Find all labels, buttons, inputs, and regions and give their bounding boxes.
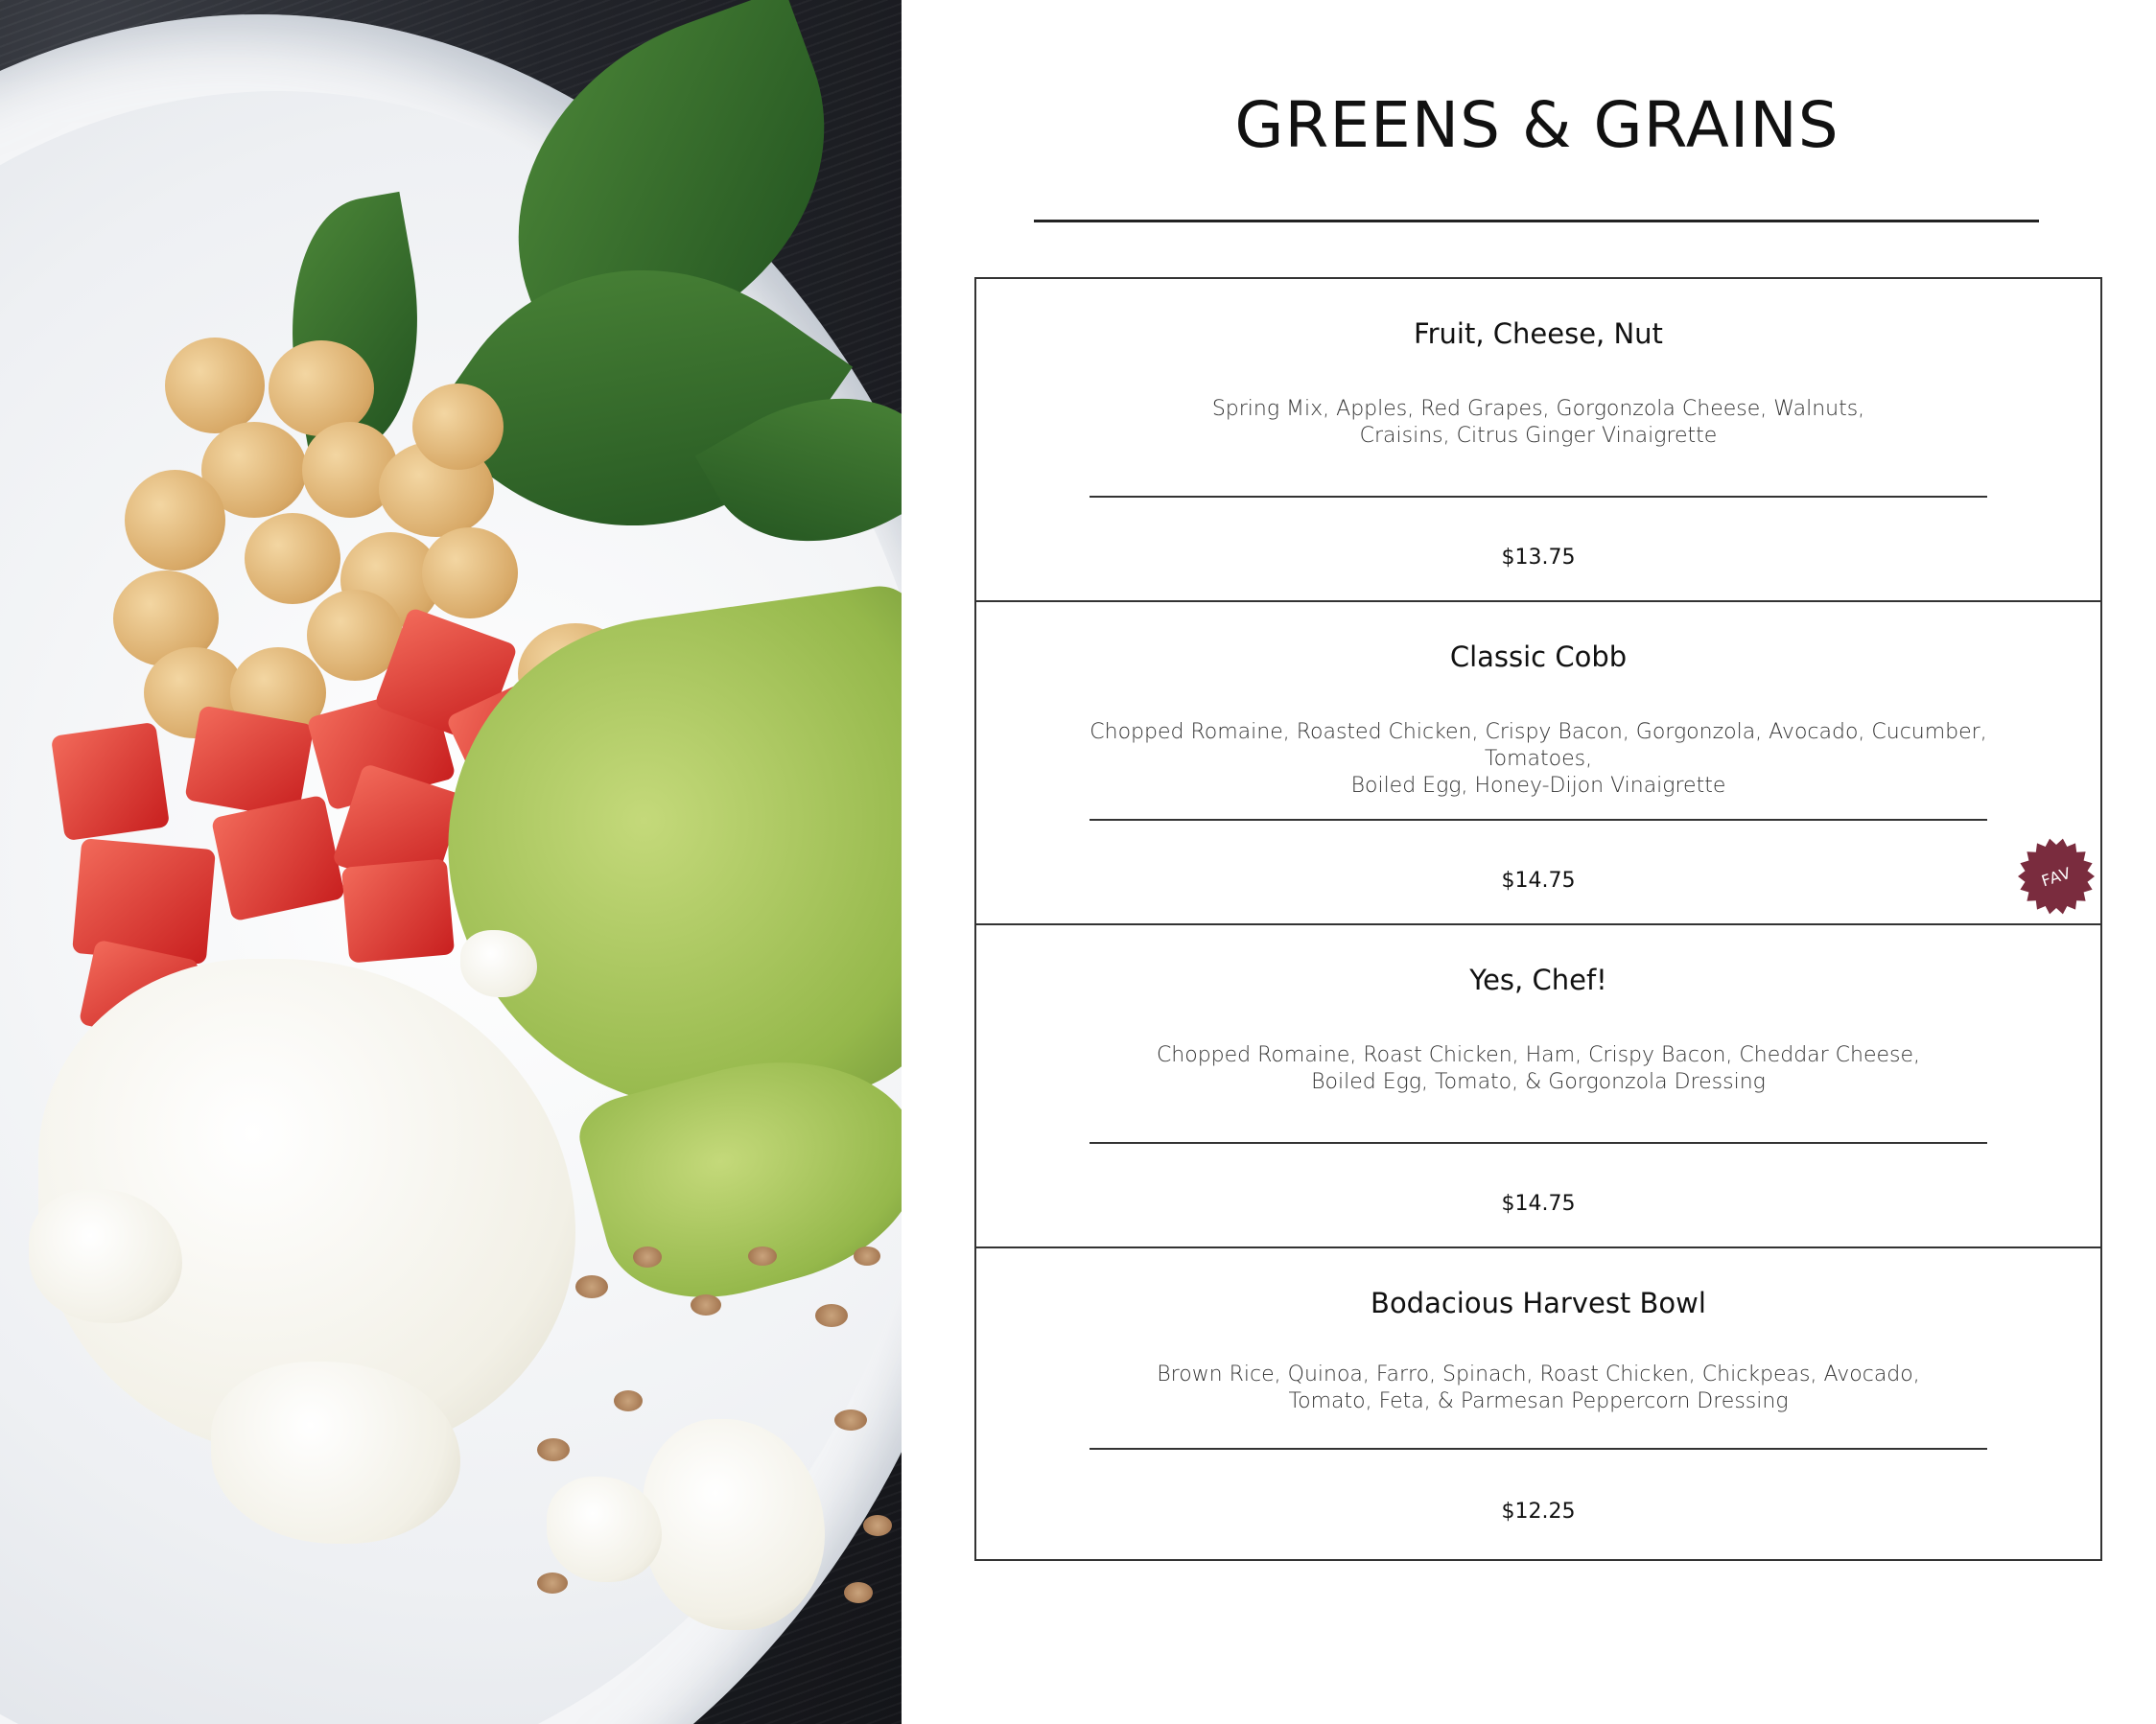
chickpea: [412, 384, 504, 470]
chickpea: [165, 338, 265, 433]
grain: [748, 1246, 777, 1266]
salad-bowl-photo: [0, 0, 902, 1724]
item-price: $14.75: [1501, 1192, 1576, 1216]
item-description: [1043, 719, 2033, 800]
item-divider: [1090, 496, 1987, 498]
item-name: Classic Cobb: [1449, 641, 1628, 673]
item-description: [1043, 396, 2033, 450]
item-description: [1043, 1362, 2033, 1415]
title-divider: [1034, 220, 2039, 222]
item-price: $13.75: [1501, 546, 1576, 570]
item-price: $14.75: [1501, 869, 1576, 893]
grain: [834, 1409, 867, 1431]
item-description-line: Chopped Romaine, Roast Chicken, Ham, Crispy Bacon, Cheddar Cheese,: [1156, 1043, 1921, 1067]
menu-item: [976, 279, 2100, 602]
grain: [854, 1246, 880, 1266]
grain: [537, 1573, 568, 1594]
fav-badge: [2017, 837, 2096, 916]
tomato-piece: [51, 722, 170, 841]
tomato-piece: [72, 838, 216, 965]
menu-item: [976, 1248, 2100, 1561]
menu-item: [976, 602, 2100, 925]
item-price: $12.25: [1501, 1500, 1576, 1524]
tomato-piece: [341, 858, 455, 963]
item-description-line: Craisins, Citrus Ginger Vinaigrette: [1359, 424, 1718, 448]
item-description-line: Chopped Romaine, Roasted Chicken, Crispy Bacon, Gorgonzola, Avocado, Cucumber, Tomatoes,: [1090, 720, 1987, 771]
grain: [844, 1582, 873, 1603]
item-description: [1043, 1042, 2033, 1096]
chickpea: [245, 513, 340, 604]
item-name: Fruit, Cheese, Nut: [1414, 317, 1663, 350]
item-divider: [1090, 1448, 1987, 1450]
grain: [633, 1246, 662, 1268]
chickpea: [125, 470, 225, 571]
grain: [691, 1294, 721, 1316]
chickpea: [422, 527, 518, 618]
item-description-line: Boiled Egg, Tomato, & Gorgonzola Dressing: [1311, 1070, 1766, 1094]
menu-title: GREENS & GRAINS: [1234, 88, 1840, 162]
grain: [575, 1275, 608, 1298]
item-name: Bodacious Harvest Bowl: [1371, 1287, 1706, 1319]
grain: [537, 1438, 570, 1461]
grain: [614, 1390, 643, 1411]
item-description-line: Boiled Egg, Honey-Dijon Vinaigrette: [1350, 774, 1726, 798]
item-divider: [1090, 819, 1987, 821]
fav-badge-label: FAV: [2039, 863, 2074, 890]
menu-item: [976, 925, 2100, 1248]
grain: [863, 1515, 892, 1536]
item-name: Yes, Chef!: [1469, 964, 1607, 996]
grain: [815, 1304, 848, 1327]
menu-items: [974, 277, 2102, 1561]
item-description-line: Tomato, Feta, & Parmesan Peppercorn Dressing: [1288, 1389, 1789, 1413]
item-description-line: Brown Rice, Quinoa, Farro, Spinach, Roast Chicken, Chickpeas, Avocado,: [1157, 1363, 1920, 1386]
item-description-line: Spring Mix, Apples, Red Grapes, Gorgonzola Cheese, Walnuts,: [1211, 397, 1865, 421]
item-divider: [1090, 1142, 1987, 1144]
